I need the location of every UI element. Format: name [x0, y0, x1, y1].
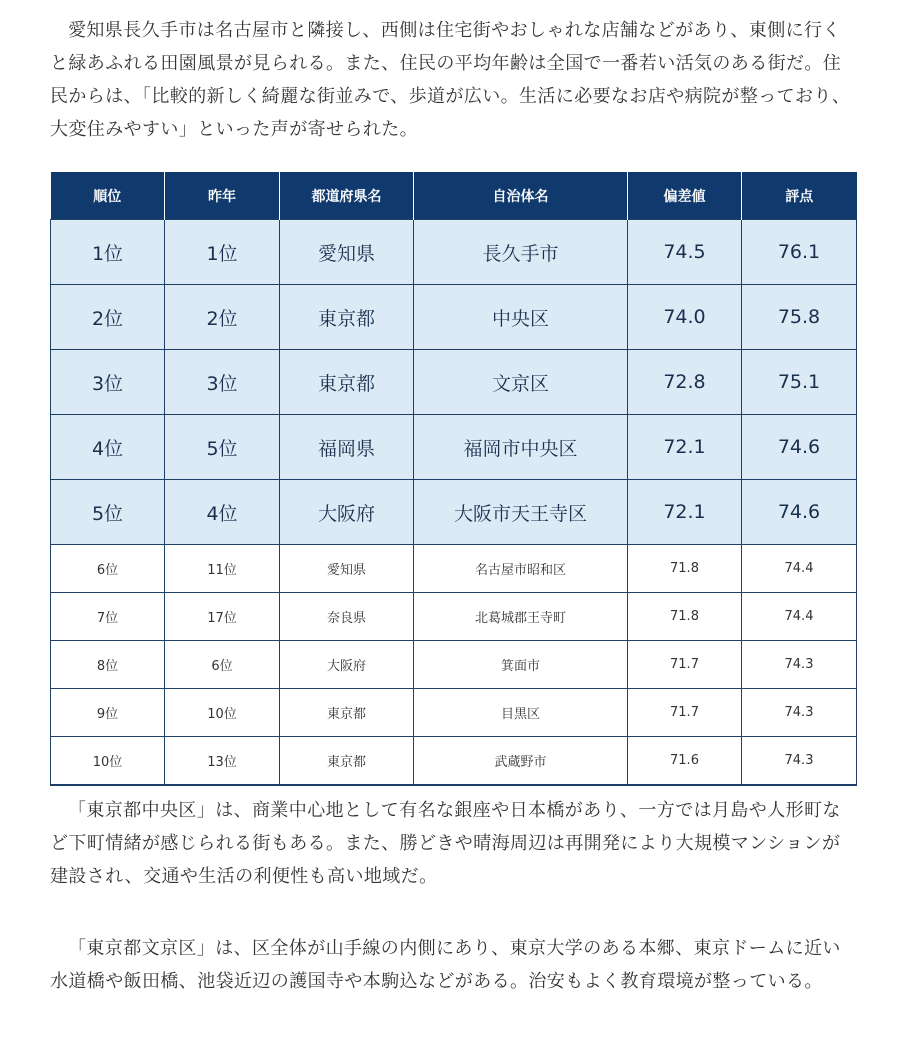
cell-municipality: 福岡市中央区: [414, 415, 628, 480]
cell-rank: 7位: [51, 593, 165, 641]
cell-rank: 2位: [51, 285, 165, 350]
cell-municipality: 目黒区: [414, 689, 628, 737]
cell-score: 74.6: [742, 415, 857, 480]
table-header-row: [51, 172, 857, 220]
bunkyo-paragraph: 「東京都文京区」は、区全体が山手線の内側にあり、東京大学のある本郷、東京ドームに近い水道橋や飯田橋、池袋近辺の護国寺や本駒込などがある。治安もよく教育環境が整っている。: [50, 938, 841, 992]
cell-score: 74.6: [742, 480, 857, 545]
cell-prefecture: 東京都: [280, 350, 414, 415]
table-row: [51, 285, 857, 350]
cell-deviation: 74.0: [628, 285, 742, 350]
cell-score: 74.3: [742, 689, 857, 737]
cell-rank: 6位: [51, 545, 165, 593]
cell-municipality: 長久手市: [414, 220, 628, 285]
cell-last-year: 11位: [165, 545, 280, 593]
cell-deviation: 71.8: [628, 593, 742, 641]
cell-prefecture: 愛知県: [280, 220, 414, 285]
cell-last-year: 17位: [165, 593, 280, 641]
cell-score: 76.1: [742, 220, 857, 285]
cell-rank: 10位: [51, 737, 165, 786]
table-row: [51, 689, 857, 737]
cell-municipality: 文京区: [414, 350, 628, 415]
cell-rank: 9位: [51, 689, 165, 737]
cell-score: 75.1: [742, 350, 857, 415]
table-row: [51, 415, 857, 480]
cell-deviation: 71.8: [628, 545, 742, 593]
cell-prefecture: 愛知県: [280, 545, 414, 593]
table-row: [51, 480, 857, 545]
header-score: 評点: [742, 172, 857, 220]
table-row: [51, 737, 857, 786]
header-deviation: 偏差値: [628, 172, 742, 220]
cell-last-year: 13位: [165, 737, 280, 786]
ranking-table: [50, 172, 857, 786]
cell-municipality: 北葛城郡王寺町: [414, 593, 628, 641]
cell-score: 74.3: [742, 737, 857, 786]
cell-last-year: 4位: [165, 480, 280, 545]
cell-municipality: 中央区: [414, 285, 628, 350]
cell-score: 75.8: [742, 285, 857, 350]
cell-prefecture: 東京都: [280, 737, 414, 786]
table-row: [51, 593, 857, 641]
header-rank: 順位: [51, 172, 165, 220]
cell-rank: 1位: [51, 220, 165, 285]
cell-deviation: 72.1: [628, 415, 742, 480]
cell-deviation: 71.7: [628, 641, 742, 689]
cell-municipality: 大阪市天王寺区: [414, 480, 628, 545]
chuo-paragraph: 「東京都中央区」は、商業中心地として有名な銀座や日本橋があり、一方では月島や人形町など下町情緒が感じられる街もある。また、勝どきや晴海周辺は再開発により大規模マンションが建設され、交通や生活の利便性も高い地域だ。: [50, 800, 841, 887]
header-prefecture: 都道府県名: [280, 172, 414, 220]
table-row: [51, 350, 857, 415]
intro-paragraph: 愛知県長久手市は名古屋市と隣接し、西側は住宅街やおしゃれな店舗などがあり、東側に行くと緑あふれる田園風景が見られる。また、住民の平均年齢は全国で一番若い活気のある街だ。住民からは、「比較的新しく綺麗な街並みで、歩道が広い。生活に必要なお店や病院が整っており、大変住みやすい」といった声が寄せられた。: [50, 20, 851, 140]
cell-rank: 5位: [51, 480, 165, 545]
cell-deviation: 71.7: [628, 689, 742, 737]
table-row: [51, 641, 857, 689]
cell-deviation: 74.5: [628, 220, 742, 285]
cell-prefecture: 福岡県: [280, 415, 414, 480]
cell-last-year: 10位: [165, 689, 280, 737]
cell-last-year: 1位: [165, 220, 280, 285]
cell-rank: 4位: [51, 415, 165, 480]
cell-rank: 8位: [51, 641, 165, 689]
cell-deviation: 71.6: [628, 737, 742, 786]
cell-deviation: 72.8: [628, 350, 742, 415]
cell-deviation: 72.1: [628, 480, 742, 545]
cell-prefecture: 東京都: [280, 285, 414, 350]
cell-prefecture: 大阪府: [280, 641, 414, 689]
cell-rank: 3位: [51, 350, 165, 415]
cell-score: 74.4: [742, 593, 857, 641]
cell-score: 74.3: [742, 641, 857, 689]
cell-last-year: 6位: [165, 641, 280, 689]
table-row: [51, 220, 857, 285]
cell-last-year: 3位: [165, 350, 280, 415]
header-municipality: 自治体名: [414, 172, 628, 220]
cell-score: 74.4: [742, 545, 857, 593]
header-last-year: 昨年: [165, 172, 280, 220]
table-row: [51, 545, 857, 593]
cell-prefecture: 東京都: [280, 689, 414, 737]
cell-municipality: 箕面市: [414, 641, 628, 689]
cell-municipality: 武蔵野市: [414, 737, 628, 786]
cell-prefecture: 奈良県: [280, 593, 414, 641]
cell-prefecture: 大阪府: [280, 480, 414, 545]
cell-municipality: 名古屋市昭和区: [414, 545, 628, 593]
cell-last-year: 2位: [165, 285, 280, 350]
cell-last-year: 5位: [165, 415, 280, 480]
